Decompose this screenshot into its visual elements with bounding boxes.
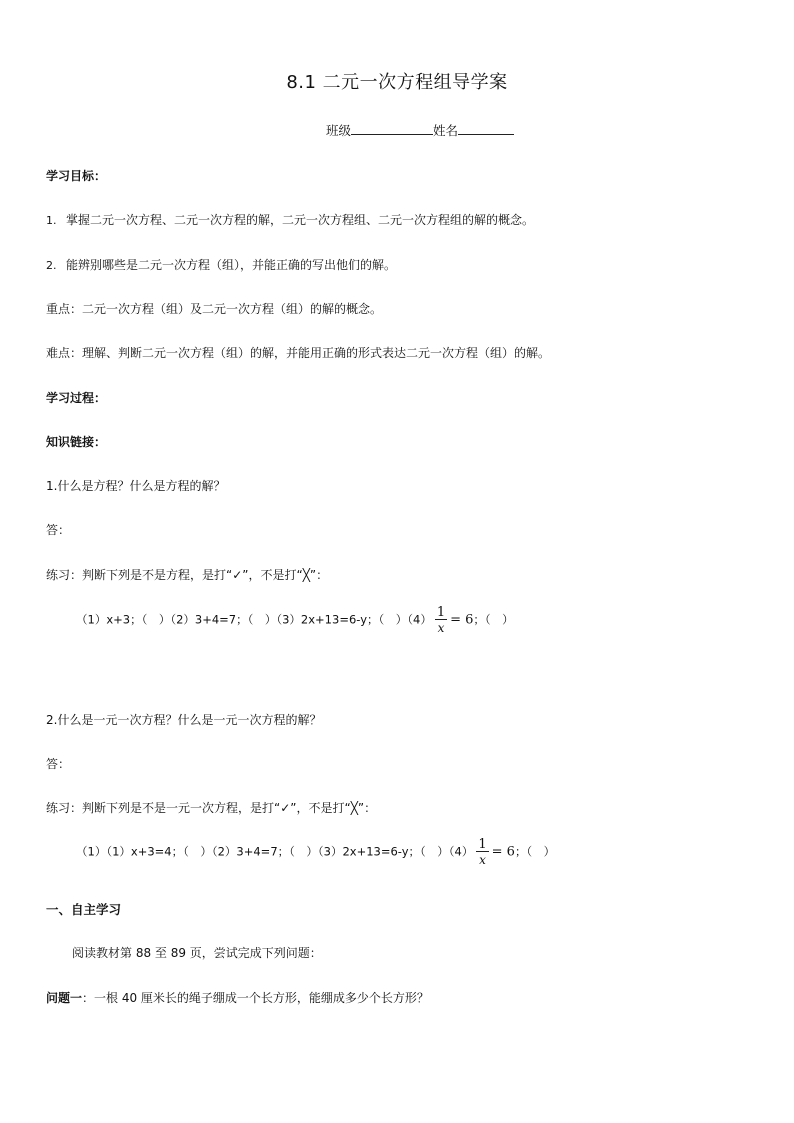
exercise-2-items: [76, 838, 555, 866]
exercise-1-instruction: 练习：判断下列是不是方程，是打“✓”，不是打“╳”：: [46, 568, 329, 582]
objective-text: 掌握二元一次方程、二元一次方程的解，二元一次方程组、二元一次方程组的解的概念。: [66, 213, 535, 227]
objective-text: 能辨别哪些是二元一次方程（组），并能正确的写出他们的解。: [66, 258, 397, 272]
problem-1: [46, 989, 429, 1006]
class-blank: [351, 122, 433, 135]
page-title: 8.1 二元一次方程组导学案: [286, 72, 508, 93]
exercise-2-tail: ；（ ）: [514, 844, 556, 859]
objective-number: 1.: [46, 214, 57, 227]
fraction-numerator: 1: [436, 605, 446, 620]
objectives-heading: 学习目标：: [46, 169, 107, 183]
exercise-1-items: [76, 606, 514, 634]
fraction-denominator: x: [479, 853, 486, 867]
fraction-denominator: x: [437, 621, 445, 635]
objective-number: 2.: [46, 259, 57, 272]
question-1: 1.什么是方程？什么是方程的解？: [46, 479, 226, 493]
fraction: [435, 606, 447, 634]
exercise-2-items-text: （1）（1）x+3=4；（ ）（2）3+4=7；（ ）（3）2x+13=6-y；（ ）（4）: [76, 844, 474, 859]
reading-instruction: 阅读教材第 88 至 89 页，尝试完成下列问题：: [72, 946, 322, 960]
section-1-heading: 一、自主学习: [46, 902, 122, 917]
name-blank: [458, 122, 514, 135]
problem-1-text: ：一根 40 厘米长的绳子绷成一个长方形，能绷成多少个长方形？: [82, 991, 429, 1005]
question-2: 2.什么是一元一次方程？什么是一元一次方程的解？: [46, 713, 322, 727]
process-heading: 学习过程：: [46, 391, 107, 405]
objective-item-2: [46, 256, 396, 273]
difficulty: 难点：理解、判断二元一次方程（组）的解，并能用正确的形式表达二元一次方程（组）的解。: [46, 346, 551, 360]
fraction: [476, 838, 488, 866]
link-heading: 知识链接：: [46, 435, 107, 449]
name-label: 姓名: [433, 123, 459, 138]
fraction-rhs: = 6: [491, 844, 515, 860]
exercise-2-instruction: 练习：判断下列是不是一元一次方程，是打“✓”，不是打“╳”：: [46, 801, 377, 815]
class-name-line: [326, 121, 514, 139]
fraction-rhs: = 6: [450, 612, 474, 628]
exercise-1-items-text: （1）x+3；（ ）（2）3+4=7；（ ）（3）2x+13=6-y；（ ）（4）: [76, 612, 432, 627]
objective-item-1: [46, 211, 534, 228]
answer-label-2: 答：: [46, 757, 71, 771]
exercise-1-tail: ；（ ）: [473, 612, 514, 627]
key-point: 重点：二元一次方程（组）及二元一次方程（组）的解的概念。: [46, 302, 383, 316]
answer-label-1: 答：: [46, 523, 71, 537]
problem-1-label: 问题一: [46, 991, 83, 1005]
class-label: 班级: [326, 123, 352, 138]
fraction-numerator: 1: [478, 837, 487, 852]
